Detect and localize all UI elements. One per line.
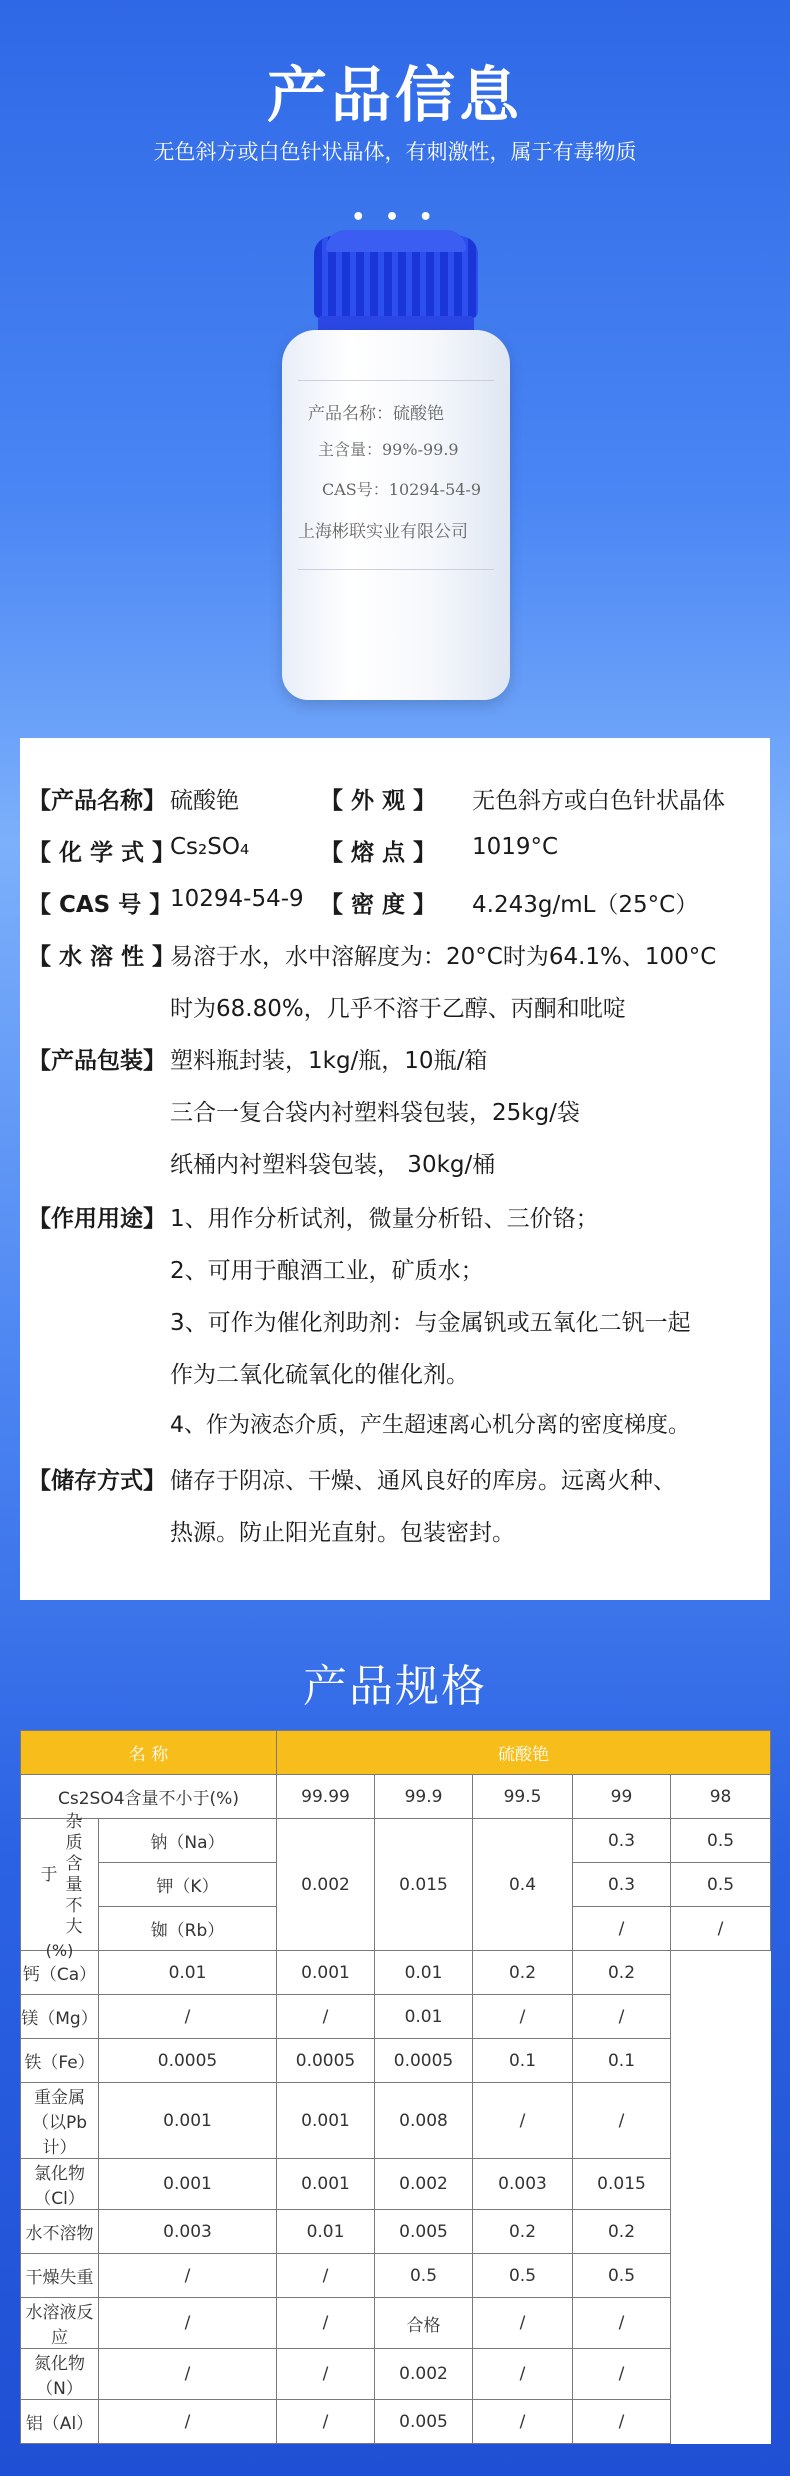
value-cell: /: [573, 1995, 671, 2039]
impurity-name: 铁（Fe）: [21, 2039, 99, 2083]
value-cell: /: [277, 2349, 375, 2400]
impurity-name: 钙（Ca）: [21, 1951, 99, 1995]
value-cell: 0.0005: [99, 2039, 277, 2083]
use-line-3: 3、可作为催化剂助剂：与金属钒或五氧化二钒一起: [170, 1310, 691, 1336]
value-cell: 0.5: [375, 2254, 473, 2298]
value-cell: 0.001: [277, 1951, 375, 1995]
table-row: [21, 2254, 771, 2298]
value-cell: 0.001: [277, 2159, 375, 2210]
value-cell: 0.1: [473, 2039, 573, 2083]
package-line-2: 三合一复合袋内衬塑料袋包装，25kg/袋: [170, 1100, 580, 1126]
impurity-name: 钠（Na）: [99, 1819, 277, 1863]
spec-section-title: 产品规格: [303, 1661, 487, 1712]
value-cell: 合格: [375, 2298, 473, 2349]
value-cell: /: [473, 2349, 573, 2400]
storage-line-2: 热源。防止阳光直射。包装密封。: [170, 1520, 515, 1546]
spec-header-name: 名 称: [21, 1731, 277, 1775]
value-cell: /: [99, 2254, 277, 2298]
value-cell: 0.2: [473, 2210, 573, 2254]
mp-key: 【 熔 点 】: [320, 840, 437, 866]
impurity-name: 水溶液反应: [21, 2298, 99, 2349]
value-cell: 0.015: [573, 2159, 671, 2210]
value-cell: /: [277, 1995, 375, 2039]
impurity-name: 钾（K）: [99, 1863, 277, 1907]
storage-key: 【储存方式】: [28, 1468, 166, 1494]
value-cell: /: [99, 2400, 277, 2444]
value-cell: 0.2: [573, 1951, 671, 1995]
value-cell: /: [573, 1907, 671, 1951]
value-cell: /: [473, 2083, 573, 2159]
value-cell: /: [99, 1995, 277, 2039]
content-label: Cs2SO4含量不小于(%): [21, 1775, 277, 1819]
content-row: [21, 1775, 771, 1819]
table-row: [21, 2083, 771, 2159]
value-cell: 0.5: [671, 1863, 771, 1907]
cas-value: 10294-54-9: [170, 886, 304, 912]
value-cell: 0.01: [375, 1951, 473, 1995]
impurity-name: 氮化物（N）: [21, 2349, 99, 2400]
value-cell: 0.5: [573, 2254, 671, 2298]
value-cell: /: [277, 2400, 375, 2444]
value-cell: 0.002: [375, 2349, 473, 2400]
bottle-label-name: 产品名称：硫酸铯: [308, 404, 444, 424]
spec-table-wrapper: [20, 1730, 770, 2444]
impurity-unit: (%): [45, 1940, 74, 1960]
spec-header-product: 硫酸铯: [277, 1731, 771, 1775]
value-cell: 0.008: [375, 2083, 473, 2159]
page-subtitle: 无色斜方或白色针状晶体，有刺激性，属于有毒物质: [153, 140, 637, 164]
table-row: [21, 2210, 771, 2254]
grade-cell: 99.99: [277, 1775, 375, 1819]
bottle-label-company: 上海彬联实业有限公司: [298, 522, 468, 542]
table-row: [21, 1995, 771, 2039]
spec-table: [20, 1730, 771, 2444]
value-cell: /: [473, 1995, 573, 2039]
bottle-label: [298, 380, 494, 570]
formula-key: 【 化 学 式 】: [28, 840, 176, 866]
impurity-name: 铝（Al）: [21, 2400, 99, 2444]
density-value: 4.243g/mL（25°C）: [472, 892, 699, 918]
formula-value: Cs₂SO₄: [170, 834, 250, 860]
impurity-name: 镁（Mg）: [21, 1995, 99, 2039]
value-cell: 0.01: [99, 1951, 277, 1995]
package-key: 【产品包装】: [28, 1048, 166, 1074]
storage-line-1: 储存于阴凉、干燥、通风良好的库房。远离火种、: [170, 1468, 676, 1494]
impurity-label: 杂质含量不大于: [36, 1812, 82, 1938]
merged-cell: 0.4: [473, 1819, 573, 1951]
table-row: [21, 2039, 771, 2083]
value-cell: 0.1: [573, 2039, 671, 2083]
solubility-line-1: 易溶于水，水中溶解度为：20°C时为64.1%、100°C: [170, 944, 717, 970]
value-cell: 0.01: [277, 2210, 375, 2254]
header-banner: [0, 0, 790, 730]
use-key: 【作用用途】: [28, 1206, 166, 1232]
use-line-1: 1、用作分析试剂，微量分析铅、三价铬；: [170, 1206, 599, 1232]
value-cell: 0.3: [573, 1819, 671, 1863]
value-cell: 0.2: [573, 2210, 671, 2254]
impurity-name: 重金属（以Pb计）: [21, 2083, 99, 2159]
table-row: [21, 2159, 771, 2210]
page-title: 产品信息: [267, 61, 523, 131]
impurity-name: 水不溶物: [21, 2210, 99, 2254]
value-cell: 0.001: [277, 2083, 375, 2159]
carousel-dots: • • •: [351, 205, 439, 230]
value-cell: /: [99, 2298, 277, 2349]
table-row: [21, 2400, 771, 2444]
product-bottle-image: [276, 230, 516, 710]
package-line-3: 纸桶内衬塑料袋包装， 30kg/桶: [170, 1152, 496, 1178]
grade-cell: 99.9: [375, 1775, 473, 1819]
value-cell: /: [277, 2298, 375, 2349]
value-cell: 0.2: [473, 1951, 573, 1995]
use-line-5: 4、作为液态介质，产生超速离心机分离的密度梯度。: [170, 1413, 690, 1438]
use-line-4: 作为二氧化硫氧化的催化剂。: [170, 1362, 469, 1388]
value-cell: 0.01: [375, 1995, 473, 2039]
grade-cell: 99.5: [473, 1775, 573, 1819]
impurity-name: 铷（Rb）: [99, 1907, 277, 1951]
bottle-label-content: 主含量：99%-99.9: [318, 440, 459, 459]
value-cell: 0.003: [473, 2159, 573, 2210]
bottle-cap-top: [326, 230, 466, 252]
package-line-1: 塑料瓶封装，1kg/瓶，10瓶/箱: [170, 1048, 488, 1074]
product-info-card: [20, 738, 770, 1600]
value-cell: 0.005: [375, 2210, 473, 2254]
impurity-name: 氯化物（Cl）: [21, 2159, 99, 2210]
value-cell: 0.002: [375, 2159, 473, 2210]
impurity-label-cell: [21, 1812, 99, 1960]
merged-cell: 0.002: [277, 1819, 375, 1951]
value-cell: /: [573, 2400, 671, 2444]
table-row: [21, 1819, 771, 1863]
mp-value: 1019°C: [472, 834, 559, 860]
value-cell: 0.0005: [375, 2039, 473, 2083]
name-value: 硫酸铯: [170, 788, 239, 814]
value-cell: 0.3: [573, 1863, 671, 1907]
value-cell: /: [573, 2298, 671, 2349]
value-cell: /: [573, 2349, 671, 2400]
table-row: [21, 2349, 771, 2400]
appearance-value: 无色斜方或白色针状晶体: [472, 788, 725, 814]
impurity-name: 干燥失重: [21, 2254, 99, 2298]
value-cell: 0.001: [99, 2159, 277, 2210]
solubility-key: 【 水 溶 性 】: [28, 944, 176, 970]
density-key: 【 密 度 】: [320, 892, 437, 918]
value-cell: /: [277, 2254, 375, 2298]
value-cell: /: [473, 2298, 573, 2349]
value-cell: /: [671, 1907, 771, 1951]
merged-cell: 0.015: [375, 1819, 473, 1951]
value-cell: /: [99, 2349, 277, 2400]
grade-cell: 98: [671, 1775, 771, 1819]
spec-header-row: [21, 1731, 771, 1775]
appearance-key: 【 外 观 】: [320, 788, 437, 814]
table-row: [21, 2298, 771, 2349]
use-line-2: 2、可用于酿酒工业，矿质水；: [170, 1258, 484, 1284]
value-cell: /: [573, 2083, 671, 2159]
name-key: 【产品名称】: [28, 788, 166, 814]
value-cell: 0.005: [375, 2400, 473, 2444]
cas-key: 【 CAS 号 】: [28, 892, 173, 918]
value-cell: 0.0005: [277, 2039, 375, 2083]
value-cell: 0.5: [473, 2254, 573, 2298]
value-cell: /: [473, 2400, 573, 2444]
value-cell: 0.001: [99, 2083, 277, 2159]
solubility-line-2: 时为68.80%，几乎不溶于乙醇、丙酮和吡啶: [170, 996, 626, 1022]
grade-cell: 99: [573, 1775, 671, 1819]
value-cell: 0.003: [99, 2210, 277, 2254]
value-cell: 0.5: [671, 1819, 771, 1863]
table-row: [21, 1951, 771, 1995]
bottle-label-cas: CAS号：10294-54-9: [322, 480, 482, 499]
